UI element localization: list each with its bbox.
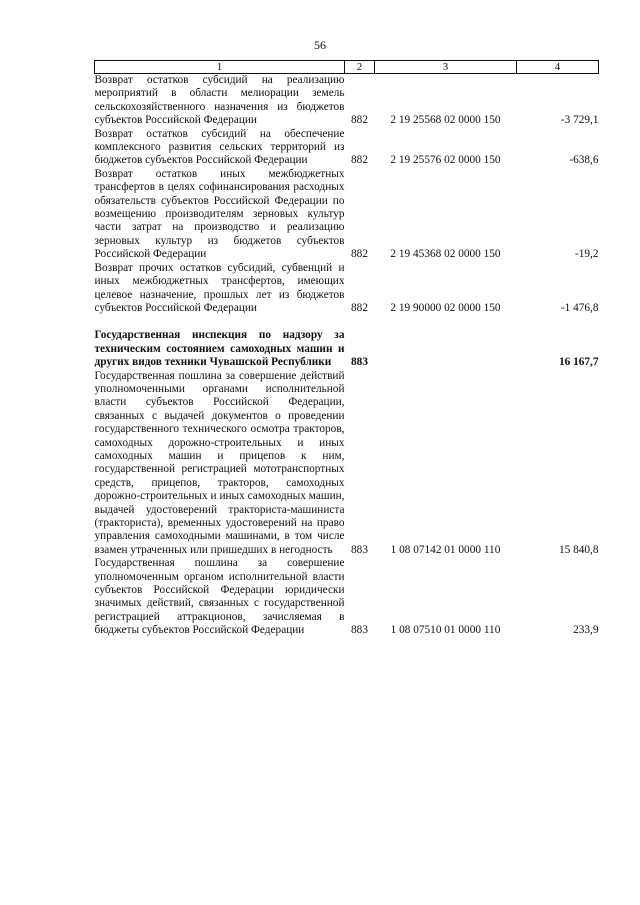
administrator-code: 882 — [351, 301, 368, 314]
administrator-code: 882 — [351, 114, 368, 127]
administrator-total: 16 167,7 — [558, 356, 599, 369]
table-row — [95, 74, 599, 128]
amount: 233,9 — [573, 624, 599, 637]
budget-classification-code: 2 19 25568 02 0000 150 — [390, 114, 501, 127]
column-number-row — [95, 61, 599, 74]
table-row — [95, 262, 599, 316]
amount: 15 840,8 — [558, 543, 599, 556]
administrator-header-row — [95, 329, 599, 369]
table-row — [95, 168, 599, 262]
income-name: Государственная пошлина за совершение уполномоченным органом исполнительной власти субъектов Российской Федерации юридически значимых действий, связанных с государственной регистрацией аттракционов, зачисляемая в бюджеты субъектов Российской Федерации — [94, 557, 345, 637]
administrator-name: Государственная инспекция по надзору за техническим состоянием самоходных машин и других видов техники Чувашской Республики — [94, 329, 345, 369]
table-row — [95, 128, 599, 168]
budget-classification-code: 2 19 90000 02 0000 150 — [390, 301, 501, 314]
budget-classification-code — [375, 329, 517, 369]
column-number-1: 1 — [95, 61, 345, 74]
income-name: Возврат остатков иных межбюджетных трансфертов в целях софинансирования расходных обязательств субъектов Российской Федерации по возмещению производителям зерновых культур части затрат на производство и реализацию зерновых культур из бюджетов субъектов Российской Федерации — [94, 167, 345, 261]
amount: -638,6 — [569, 154, 599, 167]
table-row — [95, 557, 599, 637]
administrator-code: 883 — [351, 624, 368, 637]
budget-classification-code: 1 08 07510 01 0000 110 — [390, 624, 501, 637]
column-number-2: 2 — [345, 61, 375, 74]
column-number-4: 4 — [517, 61, 599, 74]
administrator-code: 882 — [351, 248, 368, 261]
column-number-3: 3 — [375, 61, 517, 74]
amount: -19,2 — [574, 248, 599, 261]
income-name: Возврат остатков субсидий на реализацию мероприятий в области мелиорации земель сельскохозяйственного назначения из бюджетов субъектов Российской Федерации — [94, 74, 345, 127]
amount: -3 729,1 — [560, 114, 599, 127]
table-row — [95, 370, 599, 558]
administrator-code: 882 — [351, 154, 368, 167]
row-spacer — [95, 315, 599, 329]
budget-table — [94, 60, 599, 638]
income-name: Государственная пошлина за совершение действий уполномоченными органами исполнительной власти субъектов Российской Федерации, связанных с выдачей документов о проведении государственного технического осмотра тракторов, самоходных дорожно-строительных и иных самоходных машин и прицепов к ним, государственной регистрацией мототранспортных средств, прицепов, тракторов, самоходных дорожно-строительных и иных самоходных машин, выдачей удостоверений тракториста-машиниста (тракториста), временных удостоверений на право управления самоходными машинами, в том числе взамен утраченных или пришедших в негодность — [94, 369, 345, 556]
administrator-code: 883 — [351, 543, 368, 556]
administrator-code: 883 — [351, 356, 368, 369]
amount: -1 476,8 — [560, 301, 599, 314]
budget-classification-code: 2 19 45368 02 0000 150 — [390, 248, 501, 261]
page-number: 56 — [314, 38, 326, 52]
budget-classification-code: 1 08 07142 01 0000 110 — [390, 543, 501, 556]
income-name: Возврат прочих остатков субсидий, субвенций и иных межбюджетных трансфертов, имеющих целевое назначение, прошлых лет из бюджетов субъектов Российской Федерации — [94, 261, 345, 314]
income-name: Возврат остатков субсидий на обеспечение комплексного развития сельских территорий из бюджетов субъектов Российской Федерации — [94, 127, 345, 167]
budget-classification-code: 2 19 25576 02 0000 150 — [390, 154, 501, 167]
